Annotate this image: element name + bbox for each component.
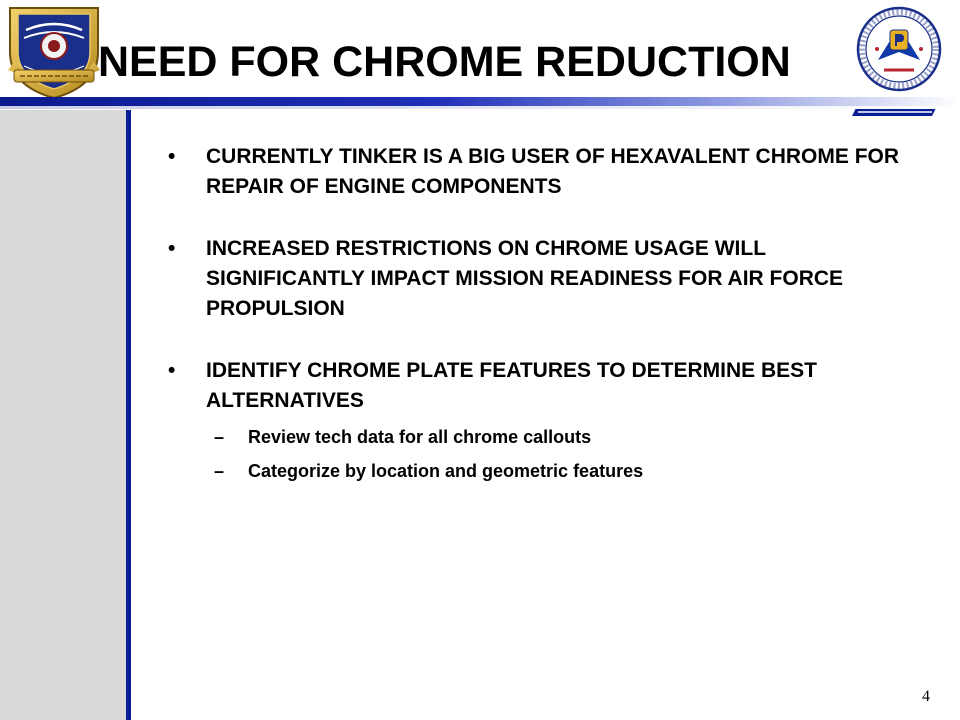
bullet-text: IDENTIFY CHROME PLATE FEATURES TO DETERMINE BEST ALTERNATIVES bbox=[206, 359, 817, 412]
page-number: 4 bbox=[922, 688, 930, 705]
sub-bullet-item bbox=[168, 424, 928, 450]
title-rule-shadow bbox=[0, 106, 960, 109]
bullet-item bbox=[168, 356, 928, 416]
slide-title: NEED FOR CHROME REDUCTION bbox=[98, 38, 791, 86]
bullet-text: INCREASED RESTRICTIONS ON CHROME USAGE WILL SIGNIFICANTLY IMPACT MISSION READINESS FOR AIR FORCE PROPULSION bbox=[206, 237, 844, 320]
bullet-dot: • bbox=[168, 145, 176, 168]
bullet-item bbox=[168, 142, 928, 202]
left-panel bbox=[0, 110, 126, 720]
left-panel-accent-bar bbox=[126, 110, 131, 720]
sub-bullet-text: Categorize by location and geometric features bbox=[248, 461, 644, 481]
sub-bullet-text: Review tech data for all chrome callouts bbox=[248, 427, 592, 447]
bullet-dot: • bbox=[168, 237, 176, 260]
bullet-item bbox=[168, 234, 928, 324]
sub-bullet-dash: – bbox=[214, 461, 225, 481]
bullet-text: CURRENTLY TINKER IS A BIG USER OF HEXAVALENT CHROME FOR REPAIR OF ENGINE COMPONENTS bbox=[206, 145, 900, 198]
directorate-of-propulsion-seal-icon bbox=[848, 6, 950, 92]
sub-bullet-item bbox=[168, 458, 928, 484]
oklahoma-alc-shield-icon bbox=[4, 0, 104, 100]
title-rule bbox=[0, 97, 960, 106]
bullet-dot: • bbox=[168, 359, 176, 382]
sub-bullet-dash: – bbox=[214, 427, 225, 447]
bullet-list bbox=[168, 142, 928, 484]
